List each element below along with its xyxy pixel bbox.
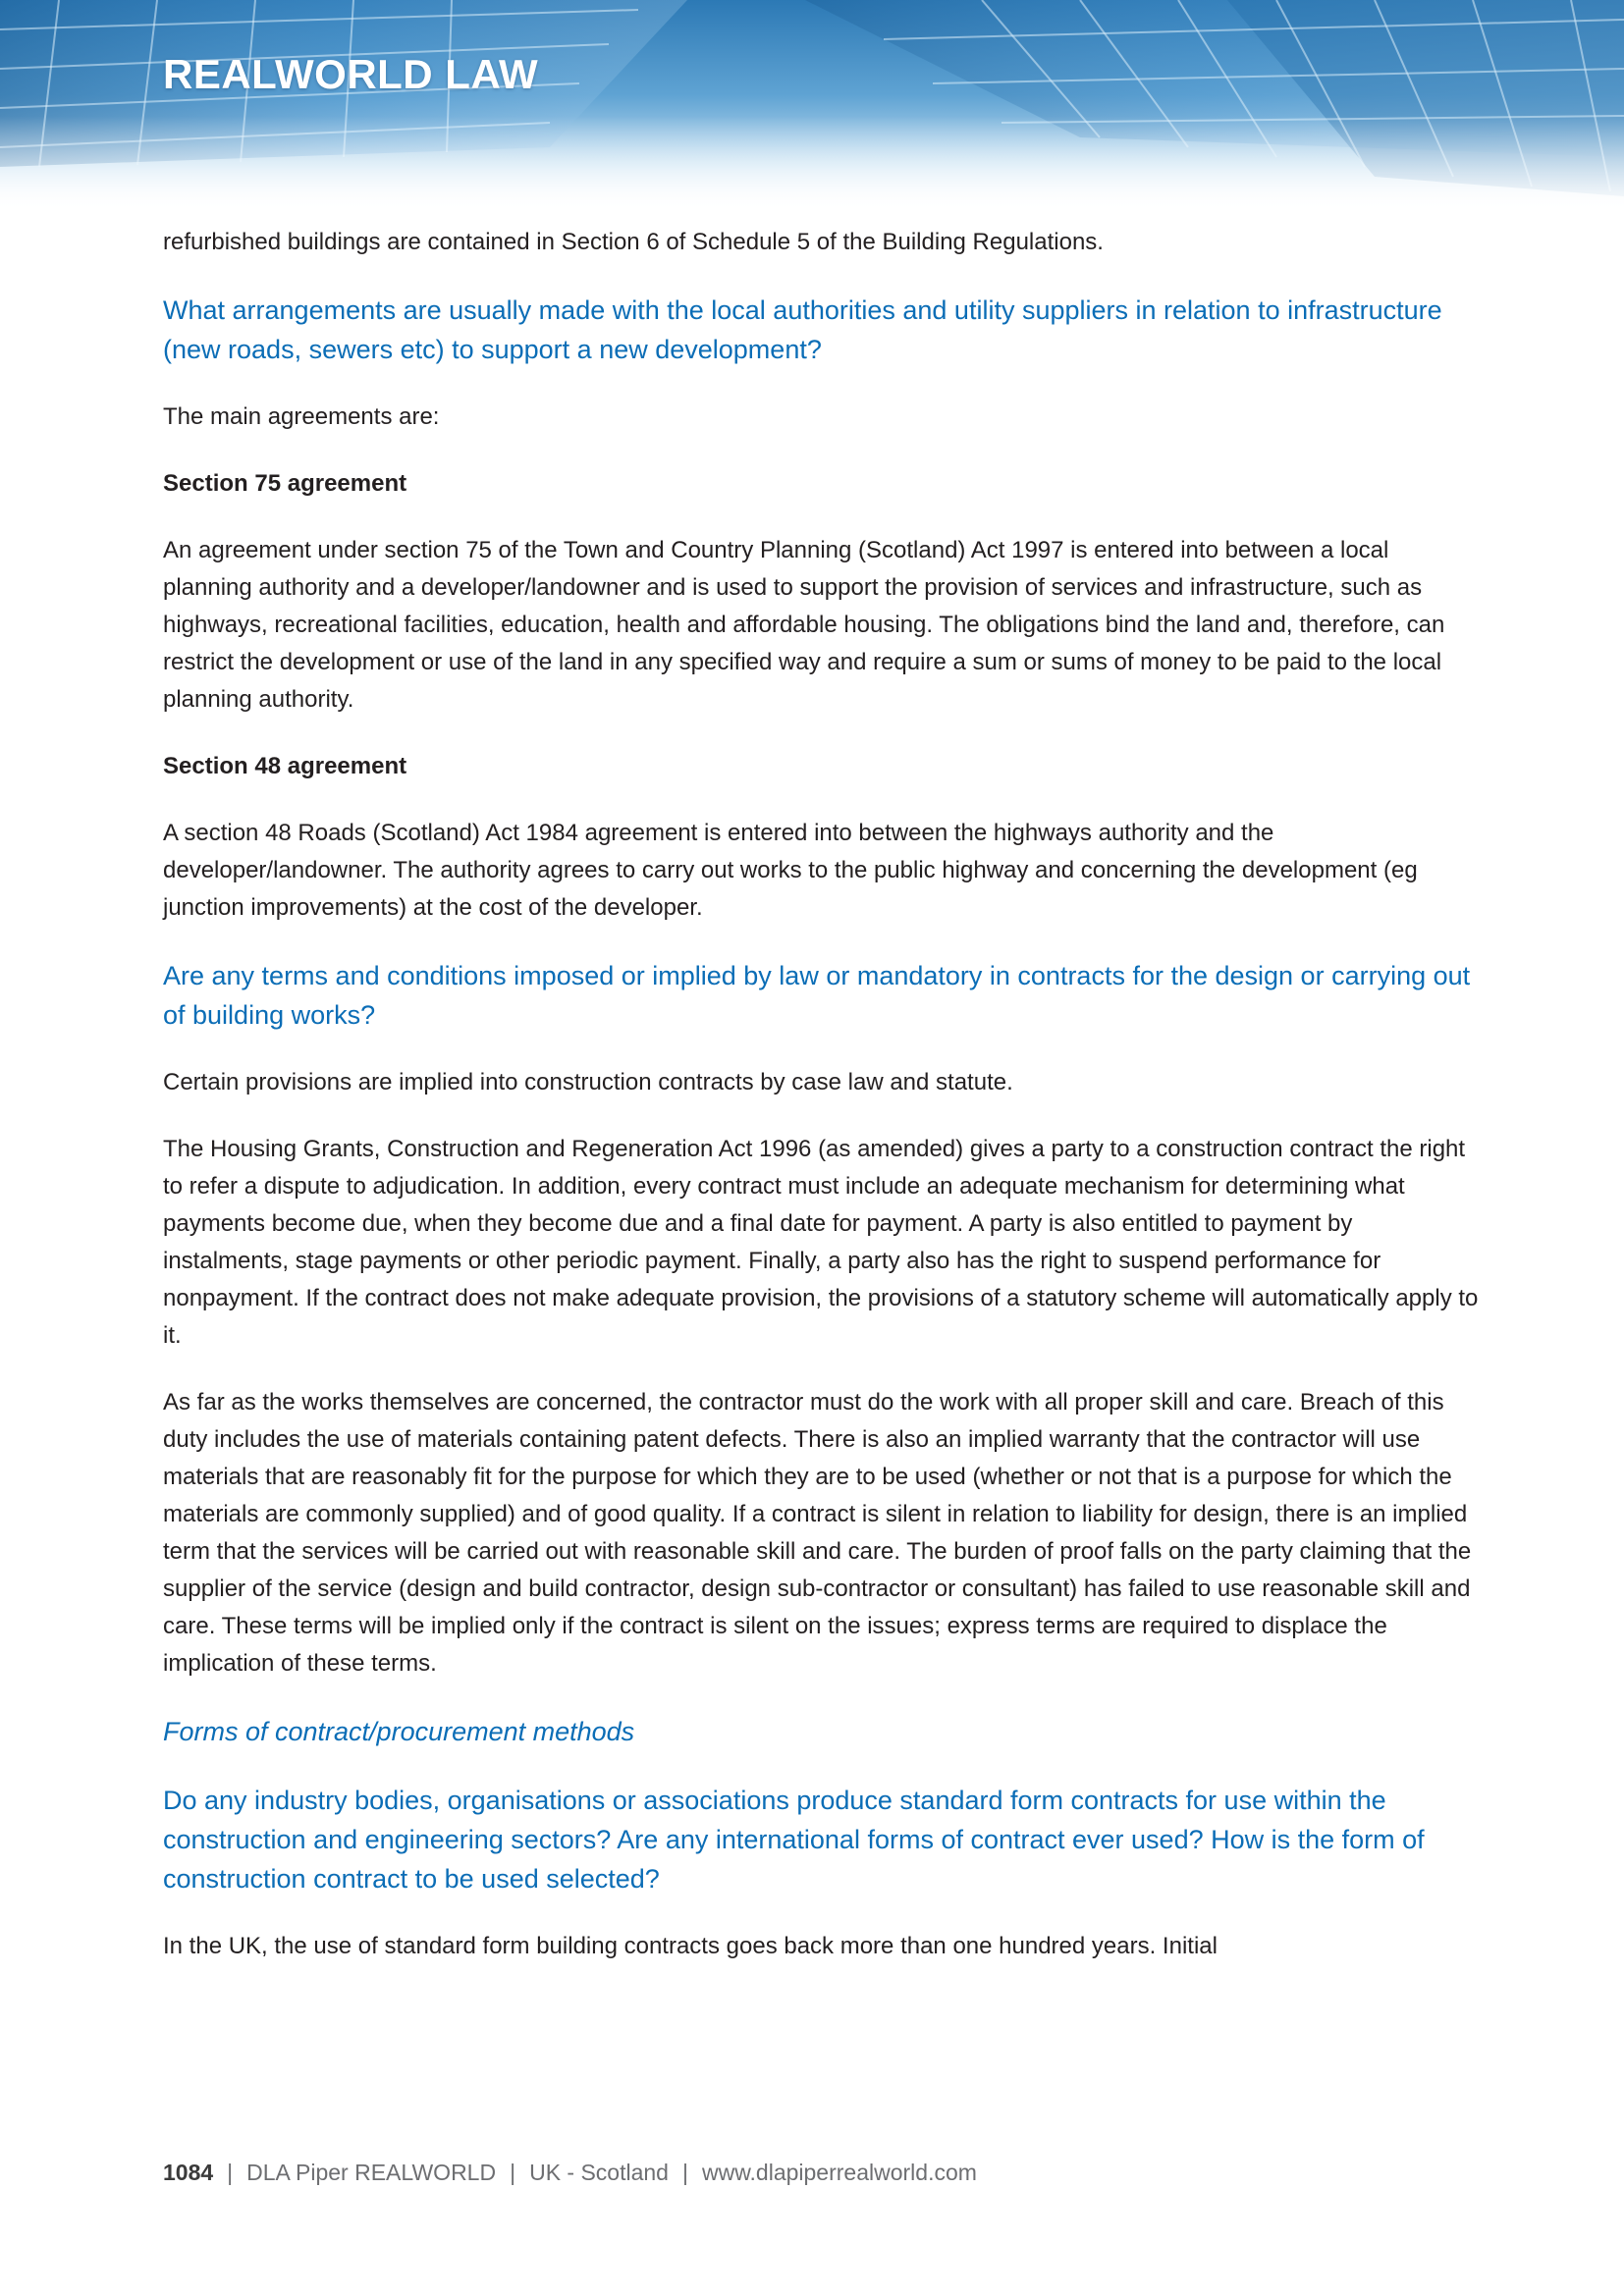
subheading: Section 75 agreement [163,470,407,497]
paragraph: As far as the works themselves are concerned, the contractor must do the work with all proper skill and care. Breach of this duty includes the use of materials containing patent defects. There is also an implied warranty that the contractor will use materials that are reasonably fit for the purpose for which they are to be used (whether or not that is a purpose for which the materials are commonly supplied) and of good quality. If a contract is silent in relation to liability for design, there is an implied term that the services will be carried out with reasonable skill and care. The burden of proof falls on the party claiming that the supplier of the service (design and build contractor, design sub-contractor or consultant) has failed to use reasonable skill and care. These terms will be implied only if the contract is silent on the issues; express terms are required to displace the implication of these terms. [163,1389,1472,1677]
building-graphic [0,0,1624,211]
paragraph: The Housing Grants, Construction and Regeneration Act 1996 (as amended) gives a party to a construction contract the right to refer a dispute to adjudication. In addition, every contract must include an adequate mechanism for determining what payments become due, when they become due and a final date for payment. A party is also entitled to payment by instalments, stage payments or other periodic payment. Finally, a party also has the right to suspend performance for nonpayment. If the contract does not make adequate provision, the provisions of a statutory scheme will automatically apply to it. [163,1136,1479,1349]
page-content [163,224,1479,1995]
paragraph: The main agreements are: [163,403,440,430]
footer-jurisdiction: UK - Scotland [529,2160,669,2185]
brand-title: REALWORLD LAW [163,51,539,97]
paragraph: Certain provisions are implied into construction contracts by case law and statute. [163,1069,1013,1095]
footer-url[interactable]: www.dlapiperrealworld.com [701,2160,977,2185]
question-heading: What arrangements are usually made with the local authorities and utility suppliers in relation to infrastructure (new roads, sewers etc) to support a new development? [163,295,1442,364]
paragraph: refurbished buildings are contained in Section 6 of Schedule 5 of the Building Regulations. [163,229,1104,255]
subheading: Section 48 agreement [163,753,407,779]
question-heading: Are any terms and conditions imposed or implied by law or mandatory in contracts for the design or carrying out of building works? [163,961,1471,1030]
paragraph: An agreement under section 75 of the Town and Country Planning (Scotland) Act 1997 is entered into between a local planning authority and a developer/landowner and is used to support the provision of services and infrastructure, such as highways, recreational facilities, education, health and affordable housing. The obligations bind the land and, therefore, can restrict the development or use of the land in any specified way and require a sum or sums of money to be paid to the local planning authority. [163,537,1445,713]
page-number: 1084 [163,2160,214,2185]
section-heading: Forms of contract/procurement methods [163,1717,635,1746]
header-banner [0,0,1624,211]
paragraph: In the UK, the use of standard form building contracts goes back more than one hundred years. Initial [163,1933,1218,1959]
footer-publisher: DLA Piper REALWORLD [246,2160,497,2185]
page-footer: 1084 | DLA Piper REALWORLD | UK - Scotland | www.dlapiperrealworld.com [163,2160,977,2185]
question-heading: Do any industry bodies, organisations or associations produce standard form contracts for use within the construction and engineering sectors? Are any international forms of contract ever used? How is the form of construction contract to be used selected? [163,1786,1425,1894]
paragraph: A section 48 Roads (Scotland) Act 1984 agreement is entered into between the highways authority and the developer/landowner. The authority agrees to carry out works to the public highway and concerning the development (eg junction improvements) at the cost of the developer. [163,820,1418,921]
